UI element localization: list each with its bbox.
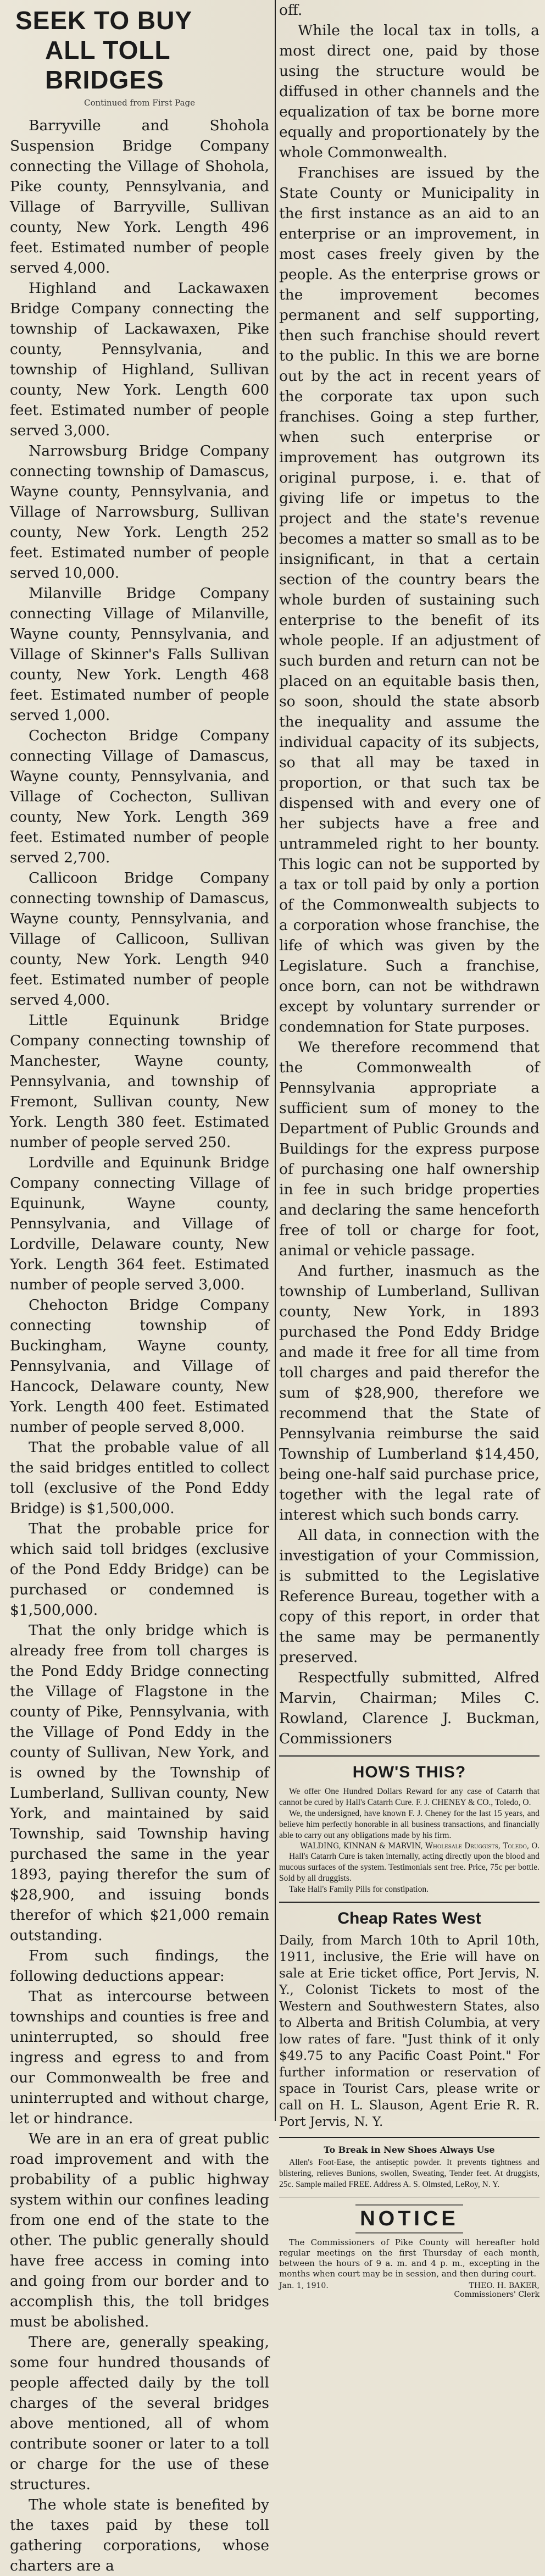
cheap-rates-body: Daily, from March 10th to April 10th, 1911, inclusive, the Erie will have on sale at Erie ticket office, Port Jervis, N. Y., Colonist Tickets to most of the Western and Southwestern States, also to Alberta and British Columbia, at very low rates of fare. "Just think of it only $49.75 to any Pacific Coast Point." For further information or reservation of space in Tourist Cars, please write or call on H. L. Slauson, Agent Erie R. R. Port Jervis, N. Y. bbox=[279, 1934, 540, 2129]
notice-title-text: NOTICE bbox=[355, 2204, 463, 2234]
hows-this-title: HOW'S THIS? bbox=[352, 1763, 466, 1781]
paragraph-franchises: Franchises are issued by the State County or Municipality in the first instance as an aid to an enterprise or an improvement, in most cases freely given by the people. As the enterprise grows or the improvement becomes permanent and self supporting, then such franchise should revert to the public. In this we are borne out by the act in recent years of the corporate tax upon such franchises. Going a step further, when such enterprise or improvement has outgrown its original purpose, i. e. that of giving life or impetus to the project and the state's revenue becomes a matter so small as to be insignificant, in that a certain section of the country bears the whole burden of sustaining such enterprise to the benefit of its whole people. If an adjustment of such burden and return can not be placed on an equitable basis then, so soon, should the state absorb the inequality and assume the individual capacity of its subjects, so that all may be taxed in proportion, or that such tax be dispensed with and every one of her subjects have a free and untrammeled right to her bounty. This logic can not be supported by a tax or toll paid by only a portion of the Commonwealth subjects to a corporation whose franchise, the life of which was given by the Legislature. Such a franchise, once born, can not be withdrawn except by voluntary surrender or condemnation for State purposes. bbox=[279, 164, 540, 1035]
paragraph-continuation: off. bbox=[279, 2, 303, 19]
notice-sig-name: THEO. H. BAKER, bbox=[469, 2281, 540, 2290]
bridge-little-equinunk: Little Equinunk Bridge Company connecting township of Manchester, Wayne county, Pennsylvania, and township of Fremont, Sullivan county, New York. Length 380 feet. Estimated number of people served 250. bbox=[10, 1012, 269, 1151]
notice-signature bbox=[454, 2281, 540, 2299]
paragraph-signatures: Respectfully submitted, Alfred Marvin, Chairman; Miles C. Rowland, Clarence J. Buckman, Commissioners bbox=[279, 1669, 540, 1747]
paragraph-probable-value: That the probable value of all the said bridges entitled to collect toll (exclusive of the Pond Eddy Bridge) is $1,500,000. bbox=[10, 1439, 269, 1517]
hows-this-pills: Take Hall's Family Pills for constipation. bbox=[289, 1885, 429, 1894]
notice-sig-title: Commissioners' Clerk bbox=[454, 2290, 540, 2299]
column-divider bbox=[275, 0, 276, 2121]
new-shoes-body: Allen's Foot-Ease, the antiseptic powder. It prevents tightness and blistering, relieves Bunions, swollen, Sweating, Tender feet. At druggists, 25c. Sample mailed FREE. Address A. S. Olmsted, LeRoy, N. Y. bbox=[279, 2158, 540, 2189]
hows-this-signature: WALDING, KINNAN & MARVIN, Wholesale Druggists, Toledo, O. bbox=[300, 1842, 540, 1851]
hows-this-undersigned: We, the undersigned, have known F. J. Cheney for the last 15 years, and believe him perfectly honorable in all business transactions, and financially able to carry out any obligations made by his firm. bbox=[279, 1809, 540, 1840]
bridge-narrowsburg: Narrowsburg Bridge Company connecting township of Damascus, Wayne county, Pennsylvania, and Village of Narrowsburg, Sullivan county, New York. Length 252 feet. Estimated number of people served 10,000. bbox=[10, 442, 269, 581]
divider bbox=[279, 2137, 540, 2138]
hows-this-cure: Hall's Catarrh Cure is taken internally, acting directly upon the blood and mucous surfaces of the system. Testimonials sent free. Price, 75c per bottle. Sold by all druggists. bbox=[279, 1852, 540, 1883]
bridge-callicoon: Callicoon Bridge Company connecting township of Damascus, Wayne county, Pennsylvania, and Village of Callicoon, Sullivan county, New York. Length 940 feet. Estimated number of people served 4,000. bbox=[10, 869, 269, 1009]
headline-line-2: ALL TOLL BRIDGES bbox=[45, 36, 170, 94]
paragraph-intercourse: That as intercourse between townships and counties is free and uninterrupted, so should free ingress and egress to and from our Commonwealth be free and uninterrupted and without charge, let or hindrance. bbox=[10, 1988, 269, 2127]
paragraph-state-benefited: The whole state is benefited by the taxes paid by these toll gathering corporations, whose charters are a bbox=[10, 2496, 269, 2574]
paragraph-recommendation: We therefore recommend that the Commonwealth of Pennsylvania appropriate a sufficient sum of money to the Department of Public Grounds and Buildings for the express purpose of purchasing one half ownership in fee in such bridge properties and declaring the same henceforth free of toll or charge for foot, animal or vehicle passage. bbox=[279, 1039, 540, 1259]
new-shoes-ad bbox=[279, 2145, 540, 2190]
hows-this-ad bbox=[279, 1763, 540, 1895]
cheap-rates-title: Cheap Rates West bbox=[337, 1909, 481, 1927]
new-shoes-title: To Break in New Shoes Always Use bbox=[324, 2145, 495, 2155]
paragraph-probable-price: That the probable price for which said toll bridges (exclusive of the Pond Eddy Bridge) can be purchased or condemned is $1,500,000. bbox=[10, 1520, 269, 1619]
notice-date: Jan. 1, 1910. bbox=[279, 2281, 329, 2290]
paragraph-lumberland: And further, inasmuch as the township of Lumberland, Sullivan county, New York, in 1893 purchased the Pond Eddy Bridge and made it free for all time from toll charges and paid therefor the sum of $28,900, therefore we recommend that the State of Pennsylvania reimburse the said Township of Lumberland $14,450, being one-half said purchase price, together with the legal rate of interest which such bonds carry. bbox=[279, 1262, 540, 1524]
right-column bbox=[279, 0, 540, 2299]
divider bbox=[279, 1755, 540, 1757]
paragraph-people-affected: There are, generally speaking, some four hundred thousands of people affected daily by the toll charges of the several bridges above mentioned, all of whom contribute sooner or later to a toll or charge for the use of these structures. bbox=[10, 2334, 269, 2493]
notice-title bbox=[279, 2204, 540, 2234]
paragraph-road-improvement: We are in an era of great public road improvement and with the probability of a public highway system within our confines leading from one end of the state to the other. The public generally should have free access in coming into and going from our border and to accomplish this, the toll bridges must be abolished. bbox=[10, 2130, 269, 2330]
notice-box bbox=[279, 2204, 540, 2299]
paragraph-local-tax: While the local tax in tolls, a most direct one, paid by those using the structure would be diffused in other channels and the equalization of tax be borne more equally and proportionately by the whole Commonwealth. bbox=[279, 22, 540, 161]
hows-this-offer: We offer One Hundred Dollars Reward for any case of Catarrh that cannot be cured by Hall's Catarrh Cure. F. J. CHENEY & CO., Toledo, O. bbox=[279, 1787, 540, 1807]
bridge-lordville-equinunk: Lordville and Equinunk Bridge Company connecting Village of Equinunk, Wayne county, Pennsylvania, and Village of Lordville, Delaware county, New York. Length 364 feet. Estimated number of people served 3,000. bbox=[10, 1154, 269, 1293]
notice-signature-row bbox=[279, 2281, 540, 2299]
bridge-milanville: Milanville Bridge Company connecting Village of Milanville, Wayne county, Pennsylvania, and Village of Skinner's Falls Sullivan county, New York. Length 468 feet. Estimated number of people served 1,000. bbox=[10, 585, 269, 724]
paragraph-deductions: From such findings, the following deductions appear: bbox=[10, 1947, 269, 1985]
article-headline bbox=[10, 5, 269, 95]
cheap-rates-ad bbox=[279, 1909, 540, 2130]
bridge-highland-lackawaxen: Highland and Lackawaxen Bridge Company connecting the township of Lackawaxen, Pike county, Pennsylvania, and township of Highland, Sullivan county, New York. Length 600 feet. Estimated number of people served 3,000. bbox=[10, 280, 269, 439]
continued-note: Continued from First Page bbox=[84, 98, 196, 108]
left-column bbox=[10, 0, 272, 2574]
divider bbox=[279, 1902, 540, 1903]
paragraph-all-data: All data, in connection with the investigation of your Commission, is submitted to the Legislative Reference Bureau, together with a copy of this report, in order that the same may be permanently preserved. bbox=[279, 1527, 540, 1666]
paragraph-pond-eddy: That the only bridge which is already free from toll charges is the Pond Eddy Bridge connecting the Village of Flagstone in the county of Pike, Pennsylvania, with the Village of Pond Eddy in the county of Sullivan, New York, and is owned by the Township of Lumberland, Sullivan county, New York, and maintained by said Township, said Township having purchased the same in the year 1893, paying therefor the sum of $28,900, and issuing bonds therefor of which $21,000 remain outstanding. bbox=[10, 1622, 269, 1944]
headline-line-1: SEEK TO BUY bbox=[15, 6, 192, 35]
bridge-barryville-shohola: Barryville and Shohola Suspension Bridge Company connecting the Village of Shohola, Pike county, Pennsylvania, and Village of Barryville, Sullivan county, New York. Length 496 feet. Estimated number of people served 4,000. bbox=[10, 117, 269, 276]
notice-body: The Commissioners of Pike County will hereafter hold regular meetings on the first Thursday of each month, between the hours of 9 a. m. and 4 p. m., excepting in the months when court may be in session, and then during court. bbox=[279, 2237, 540, 2279]
bridge-cochecton: Cochecton Bridge Company connecting Village of Damascus, Wayne county, Pennsylvania, and Village of Cochecton, Sullivan county, New York. Length 369 feet. Estimated number of people served 2,700. bbox=[10, 727, 269, 866]
bridge-chehocton: Chehocton Bridge Company connecting township of Buckingham, Wayne county, Pennsylvania, and Village of Hancock, Delaware county, New York. Length 400 feet. Estimated number of people served 8,000. bbox=[10, 1297, 269, 1436]
